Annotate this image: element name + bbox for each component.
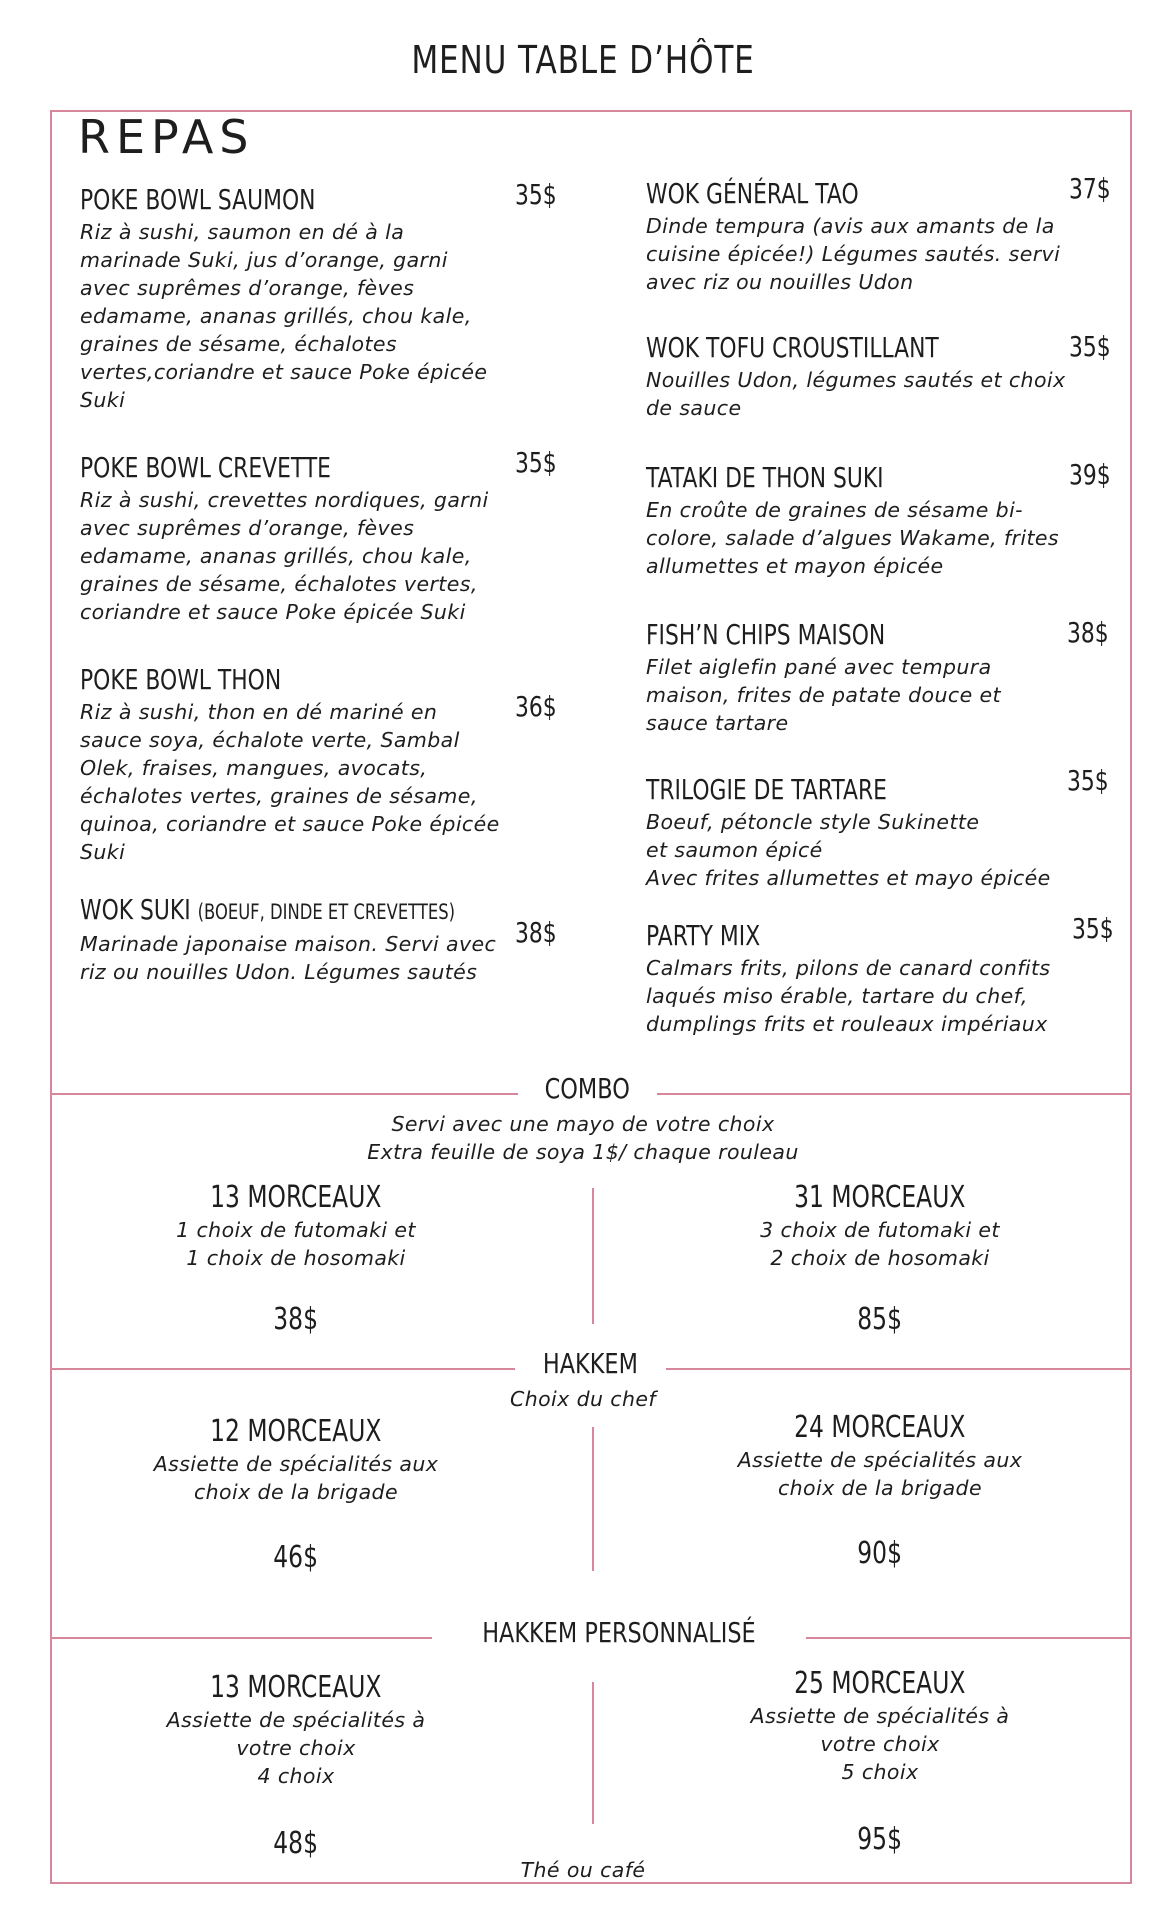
combo-title-text: 12 MORCEAUX xyxy=(210,1414,382,1449)
hakkem-perso-left xyxy=(86,1670,506,1861)
combo-price xyxy=(86,1540,506,1575)
menu-item xyxy=(80,662,500,866)
item-price: 38$ xyxy=(1067,616,1109,649)
item-price: 38$ xyxy=(515,916,557,949)
item-description-line: et saumon épicé xyxy=(646,838,823,862)
combo-title-text: 25 MORCEAUX xyxy=(794,1666,966,1701)
item-description-line: Avec frites allumettes et mayo épicée xyxy=(646,866,1051,890)
combo-title xyxy=(86,1414,506,1450)
combo-note-2: Extra feuille de soya 1$/ chaque rouleau xyxy=(367,1140,799,1164)
menu-item xyxy=(646,330,1066,422)
combo-left xyxy=(86,1180,506,1337)
combo-desc-line: choix de la brigade xyxy=(193,1480,398,1504)
combo-price-text: 90$ xyxy=(857,1536,903,1571)
combo-price-text: 48$ xyxy=(273,1826,319,1861)
item-description: En croûte de graines de sésame bi-colore, salade d’algues Wakame, frites allumettes et mayon épicée xyxy=(646,498,1059,578)
item-price: 35$ xyxy=(515,178,557,211)
item-name-main: WOK SUKI xyxy=(80,893,198,926)
hakkem-perso-right xyxy=(670,1666,1090,1857)
combo-desc-line: votre choix xyxy=(820,1732,940,1756)
hakkem-right xyxy=(670,1410,1090,1571)
menu-item xyxy=(80,450,500,626)
item-price: 36$ xyxy=(515,690,557,723)
menu-item xyxy=(80,182,500,414)
menu-item xyxy=(646,176,1066,296)
combo-title xyxy=(86,1670,506,1706)
hakkem-left xyxy=(86,1414,506,1575)
combo-price xyxy=(670,1536,1090,1571)
footer-note: Thé ou café xyxy=(520,1858,646,1882)
combo-desc-line: Assiette de spécialités aux xyxy=(153,1452,439,1476)
item-price: 39$ xyxy=(1069,458,1111,491)
item-name: WOK GÉNÉRAL TAO xyxy=(646,177,859,210)
combo-price-text: 38$ xyxy=(273,1302,319,1337)
item-name: TATAKI DE THON SUKI xyxy=(646,461,884,494)
combo-price xyxy=(86,1302,506,1337)
combo-desc-line: Assiette de spécialités à xyxy=(166,1708,426,1732)
combo-title xyxy=(670,1180,1090,1216)
combo-right xyxy=(670,1180,1090,1337)
hakkem-heading-text: HAKKEM xyxy=(542,1347,638,1380)
item-description: Filet aiglefin pané avec tempura maison, frites de patate douce et sauce tartare xyxy=(646,655,1001,735)
item-price: 35$ xyxy=(1072,912,1114,945)
combo-title-text: 13 MORCEAUX xyxy=(210,1180,382,1215)
item-name xyxy=(80,892,456,930)
combo-price xyxy=(670,1302,1090,1337)
item-name: PARTY MIX xyxy=(646,919,761,952)
combo-heading xyxy=(518,1072,657,1105)
hakkem-heading xyxy=(515,1347,666,1380)
item-description-line: Boeuf, pétoncle style Sukinette xyxy=(646,810,980,834)
hakkem-perso-heading-text: HAKKEM PERSONNALISÉ xyxy=(482,1616,756,1649)
item-description: Nouilles Udon, légumes sautés et choix de sauce xyxy=(646,368,1066,420)
combo-desc-line: 3 choix de futomaki et xyxy=(760,1218,1000,1242)
menu-item xyxy=(646,918,1086,1038)
hakkem-column-divider xyxy=(592,1427,594,1571)
combo-price xyxy=(670,1822,1090,1857)
combo-title-text: 24 MORCEAUX xyxy=(794,1410,966,1445)
item-name: TRILOGIE DE TARTARE xyxy=(646,773,887,806)
menu-item xyxy=(646,772,1076,892)
repas-heading: REPAS xyxy=(78,110,255,164)
combo-title-text: 13 MORCEAUX xyxy=(210,1670,382,1705)
combo-desc-line: choix de la brigade xyxy=(777,1476,982,1500)
item-description: Marinade japonaise maison. Servi avec riz ou nouilles Udon. Légumes sautés xyxy=(80,932,497,984)
item-name-detail: (BOEUF, DINDE ET CREVETTES) xyxy=(197,900,456,924)
item-price: 35$ xyxy=(1067,764,1109,797)
item-name: POKE BOWL THON xyxy=(80,663,282,696)
item-description: Riz à sushi, crevettes nordiques, garni avec suprêmes d’orange, fèves edamame, ananas grillés, chou kale, graines de sésame, échalotes vertes, coriandre et sauce Poke épicée Suki xyxy=(80,488,489,624)
combo-desc-line: votre choix xyxy=(236,1736,356,1760)
combo-title xyxy=(86,1180,506,1216)
hakkem-perso-column-divider xyxy=(592,1682,594,1824)
item-description: Riz à sushi, saumon en dé à la marinade Suki, jus d’orange, garni avec suprêmes d’orange, fèves edamame, ananas grillés, chou kale, graines de sésame, échalotes vertes,coriandre et sauce Poke épicée Suki xyxy=(80,220,488,412)
item-description xyxy=(646,808,1076,892)
item-name: POKE BOWL SAUMON xyxy=(80,183,316,216)
combo-title-text: 31 MORCEAUX xyxy=(794,1180,966,1215)
item-description: Calmars frits, pilons de canard confits laqués miso érable, tartare du chef, dumplings frits et rouleaux impériaux xyxy=(646,956,1051,1036)
item-price: 35$ xyxy=(1069,330,1111,363)
combo-price-text: 46$ xyxy=(273,1540,319,1575)
item-name: WOK TOFU CROUSTILLANT xyxy=(646,331,939,364)
item-description: Riz à sushi, thon en dé mariné en sauce soya, échalote verte, Sambal Olek, fraises, mangues, avocats, échalotes vertes, graines de sésame, quinoa, coriandre et sauce Poke épicée Suki xyxy=(80,700,500,864)
combo-note-1: Servi avec une mayo de votre choix xyxy=(391,1112,775,1136)
item-description: Dinde tempura (avis aux amants de la cuisine épicée!) Légumes sautés. servi avec riz ou nouilles Udon xyxy=(646,214,1061,294)
menu-item xyxy=(646,617,1066,737)
item-price: 37$ xyxy=(1069,172,1111,205)
combo-desc-line: Assiette de spécialités à xyxy=(750,1704,1010,1728)
combo-heading-text: COMBO xyxy=(544,1072,630,1105)
menu-item xyxy=(646,460,1066,580)
menu-item xyxy=(80,892,500,986)
item-name: POKE BOWL CREVETTE xyxy=(80,451,331,484)
combo-desc-line: 1 choix de hosomaki xyxy=(186,1246,406,1270)
combo-title xyxy=(670,1410,1090,1446)
combo-desc-line: Assiette de spécialités aux xyxy=(737,1448,1023,1472)
combo-price-text: 95$ xyxy=(857,1822,903,1857)
combo-column-divider xyxy=(592,1188,594,1324)
hakkem-perso-heading xyxy=(432,1616,806,1649)
combo-desc-line: 2 choix de hosomaki xyxy=(770,1246,990,1270)
combo-price-text: 85$ xyxy=(857,1302,903,1337)
combo-desc-line: 5 choix xyxy=(841,1760,919,1784)
page-title: MENU TABLE D’HÔTE xyxy=(411,38,755,82)
hakkem-note: Choix du chef xyxy=(509,1387,656,1411)
combo-desc-line: 1 choix de futomaki et xyxy=(176,1218,416,1242)
item-price: 35$ xyxy=(515,446,557,479)
item-name: FISH’N CHIPS MAISON xyxy=(646,618,886,651)
combo-title xyxy=(670,1666,1090,1702)
combo-desc-line: 4 choix xyxy=(257,1764,335,1788)
